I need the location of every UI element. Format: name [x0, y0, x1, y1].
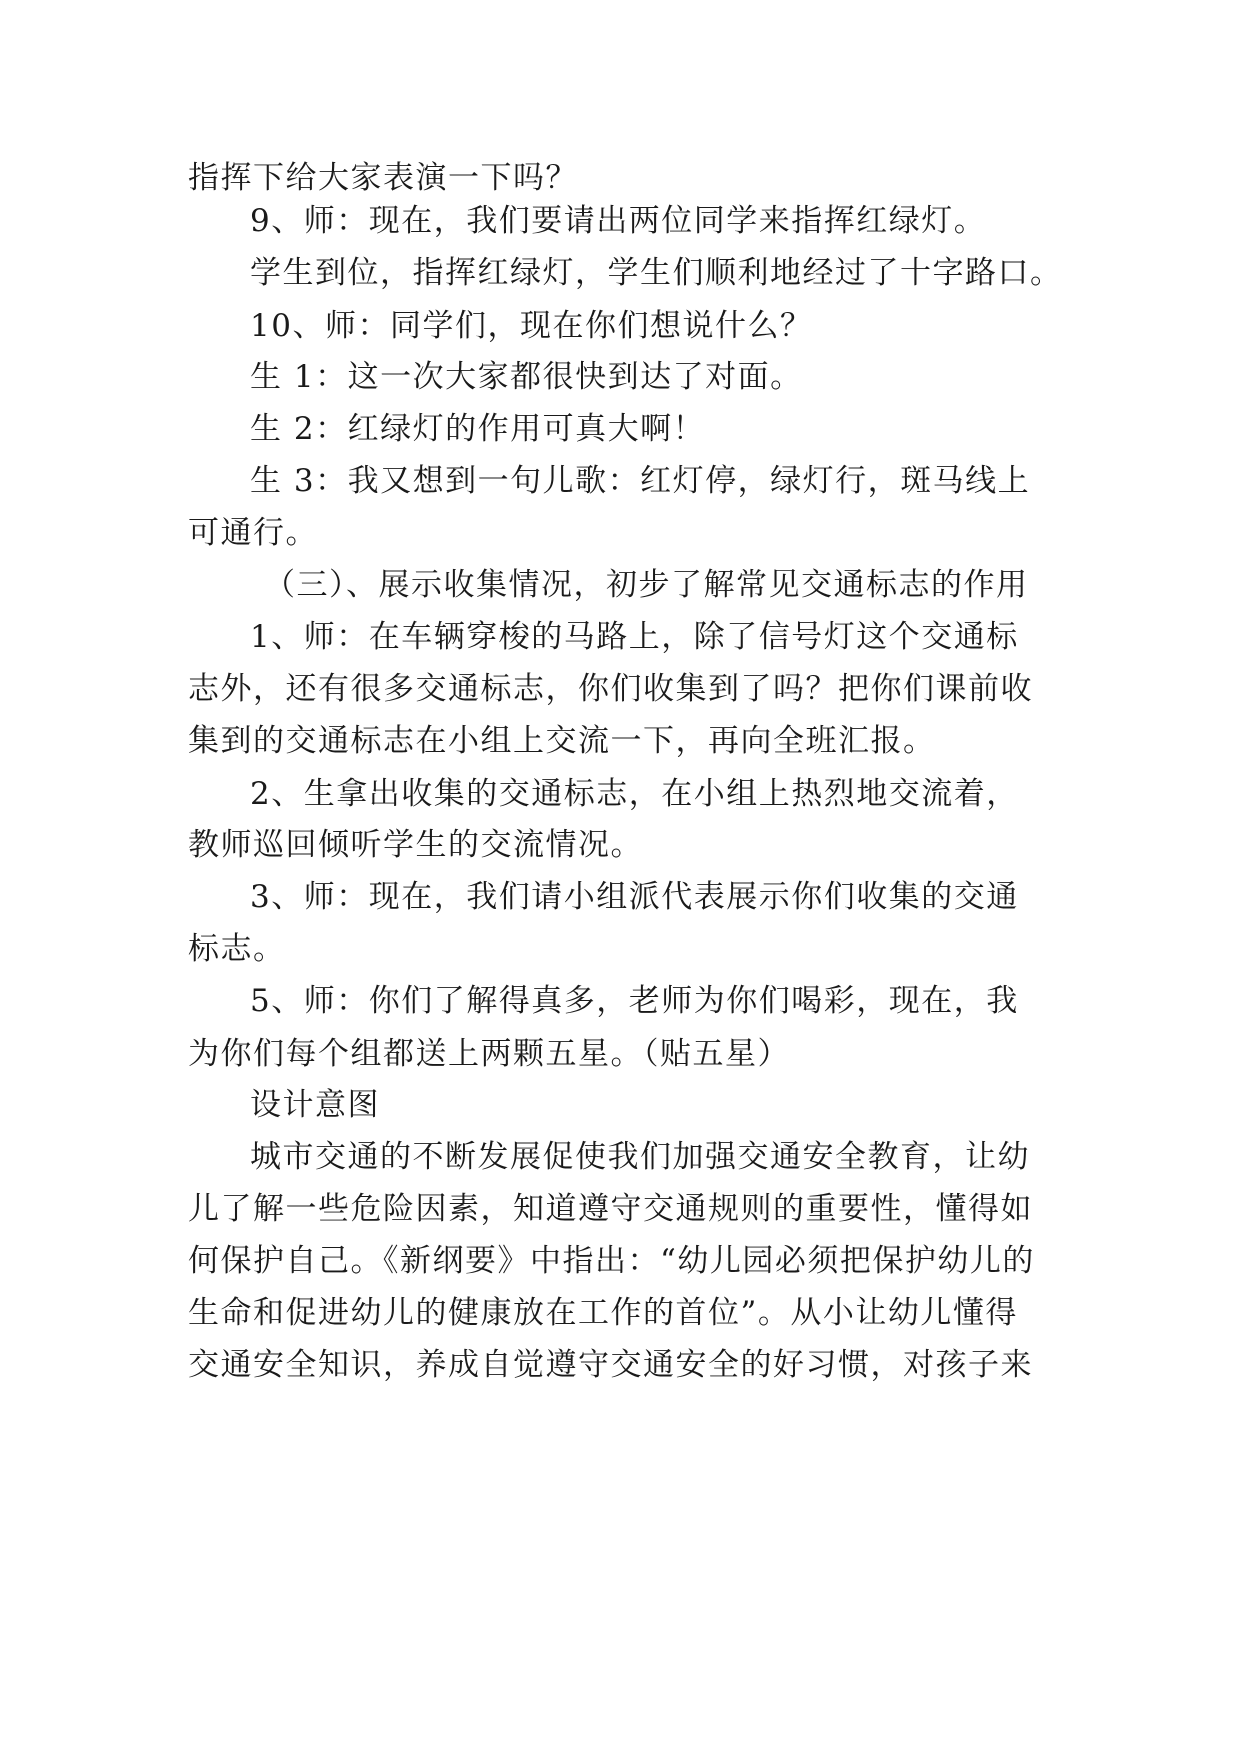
text-line: 5、师：你们了解得真多，老师为你们喝彩，现在，我: [250, 983, 1019, 1019]
text-line: 标志。: [188, 931, 286, 967]
text-line: 教师巡回倾听学生的交流情况。: [188, 827, 643, 863]
text-line: 10、师：同学们，现在你们想说什么？: [250, 308, 813, 344]
text-line: 学生到位，指挥红绿灯，学生们顺利地经过了十字路口。: [250, 255, 1063, 291]
text-line: 指挥下给大家表演一下吗？: [188, 160, 578, 196]
text-line: 生 1：这一次大家都很快到达了对面。: [250, 359, 803, 395]
text-line: 生 3：我又想到一句儿歌：红灯停，绿灯行，斑马线上: [250, 463, 1031, 499]
text-line: 为你们每个组都送上两颗五星。（贴五星）: [188, 1036, 790, 1072]
text-line: 可通行。: [188, 515, 318, 551]
section-heading: 设计意图: [250, 1087, 380, 1123]
text-line: 何保护自己。《新纲要》中指出：“幼儿园必须把保护幼儿的: [188, 1243, 1035, 1279]
text-line: 交通安全知识，养成自觉遵守交通安全的好习惯，对孩子来: [188, 1347, 1033, 1383]
text-line: 志外，还有很多交通标志，你们收集到了吗？把你们课前收: [188, 671, 1033, 707]
text-line: 集到的交通标志在小组上交流一下，再向全班汇报。: [188, 723, 936, 759]
text-line: 儿了解一些危险因素，知道遵守交通规则的重要性，懂得如: [188, 1191, 1033, 1227]
section-heading: （三）、展示收集情况，初步了解常见交通标志的作用: [264, 567, 1029, 603]
text-line: 生命和促进幼儿的健康放在工作的首位”。从小让幼儿懂得: [188, 1295, 1018, 1331]
text-line: 2、生拿出收集的交通标志，在小组上热烈地交流着，: [250, 776, 1019, 812]
text-line: 生 2：红绿灯的作用可真大啊！: [250, 411, 706, 447]
text-line: 城市交通的不断发展促使我们加强交通安全教育，让幼: [250, 1139, 1030, 1175]
text-line: 3、师：现在，我们请小组派代表展示你们收集的交通: [250, 879, 1019, 915]
text-line: 9、师：现在，我们要请出两位同学来指挥红绿灯。: [250, 203, 987, 239]
text-line: 1、师：在车辆穿梭的马路上，除了信号灯这个交通标: [250, 619, 1019, 655]
